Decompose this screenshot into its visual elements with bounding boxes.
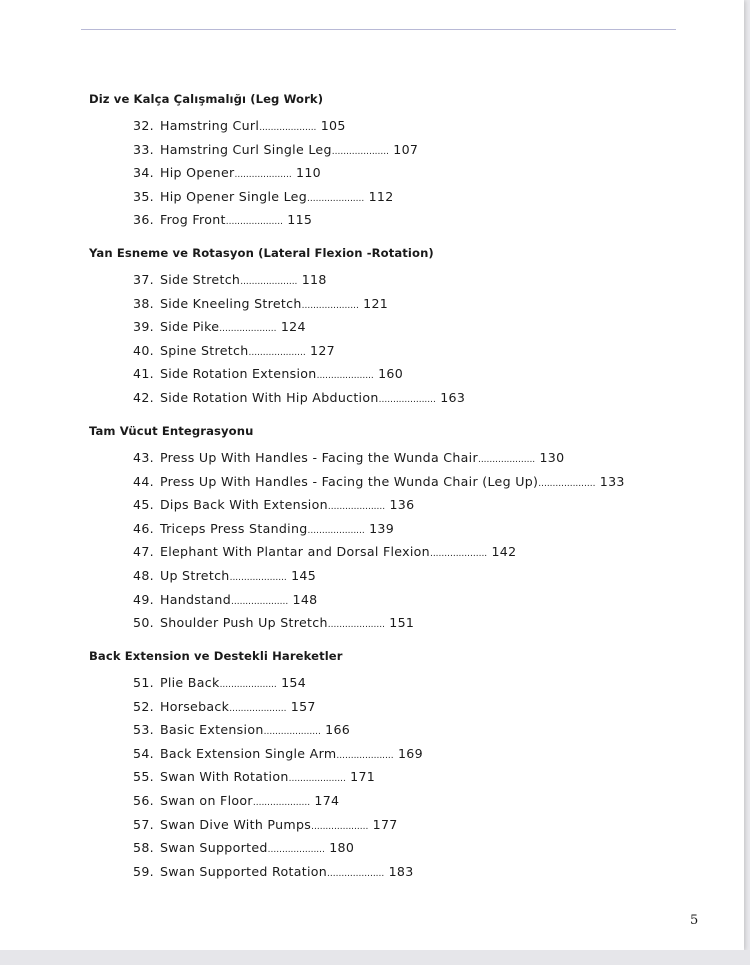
entry-title: Triceps Press Standing — [159, 520, 308, 536]
leader-dots: .................... — [252, 798, 311, 808]
entry-number: 39. — [133, 319, 154, 335]
entry-title: Press Up With Handles - Facing the Wunda Chair (Leg Up) — [159, 473, 539, 489]
entry-page: 110 — [296, 165, 321, 181]
toc-entry — [133, 746, 423, 761]
entry-title: Side Stretch — [159, 272, 241, 287]
entry-page: 154 — [281, 675, 307, 690]
toc-entry — [133, 450, 564, 465]
entry-title: Hip Opener — [159, 165, 235, 181]
toc-entry — [133, 165, 321, 180]
entry-page: 112 — [368, 188, 394, 204]
entry-title: Shoulder Push Up Stretch — [159, 615, 328, 631]
toc-entry — [133, 189, 394, 204]
toc-entry — [133, 343, 335, 358]
entry-page: 145 — [291, 568, 317, 583]
toc-entry — [133, 769, 375, 784]
header-rule — [81, 29, 676, 30]
entry-number: 35. — [133, 188, 154, 204]
entry-title: Hamstring Curl — [159, 118, 260, 133]
entry-page: 148 — [292, 591, 318, 607]
entry-number: 57. — [133, 816, 154, 832]
leader-dots: .................... — [234, 170, 292, 181]
entry-page: 139 — [369, 520, 395, 536]
entry-page: 183 — [388, 863, 414, 879]
entry-page: 115 — [287, 212, 313, 228]
entry-number: 47. — [133, 544, 154, 560]
leader-dots: .................... — [229, 703, 287, 714]
entry-page: 127 — [310, 342, 335, 358]
toc-entry — [133, 592, 317, 607]
toc-entry — [133, 817, 398, 832]
leader-dots: .................... — [477, 455, 536, 465]
entry-page: 130 — [539, 450, 565, 465]
leader-dots: .................... — [311, 821, 369, 832]
leader-dots: .................... — [225, 217, 283, 228]
section-heading: Diz ve Kalça Çalışmalığı (Leg Work) — [89, 92, 324, 106]
leader-dots: .................... — [263, 727, 321, 738]
toc-entry — [133, 544, 516, 559]
entry-title: Side Rotation Extension — [159, 366, 317, 382]
entry-page: 163 — [440, 390, 466, 405]
toc-entry — [133, 497, 414, 512]
section-heading: Back Extension ve Destekli Hareketler — [89, 649, 343, 663]
entry-title: Swan Dive With Pumps — [159, 816, 312, 832]
leader-dots: .................... — [316, 371, 374, 382]
entry-page: 142 — [491, 544, 517, 560]
entry-number: 58. — [133, 840, 154, 856]
entry-page: 118 — [301, 272, 327, 287]
entry-title: Hip Opener Single Leg — [159, 188, 308, 204]
entry-page: 166 — [325, 722, 351, 738]
toc-entry — [133, 568, 316, 583]
leader-dots: .................... — [378, 395, 436, 405]
entry-title: Swan Supported Rotation — [159, 863, 328, 879]
entry-page: 160 — [378, 366, 404, 382]
leader-dots: .................... — [307, 193, 365, 204]
entry-title: Swan With Rotation — [159, 769, 289, 785]
toc-entry — [133, 675, 306, 690]
section-heading: Tam Vücut Entegrasyonu — [89, 424, 254, 438]
entry-number: 45. — [133, 497, 154, 513]
toc-entry — [133, 272, 327, 287]
entry-title: Hamstring Curl Single Leg — [159, 141, 332, 157]
toc-entry — [133, 840, 354, 855]
entry-page: 105 — [320, 118, 346, 133]
leader-dots: .................... — [288, 774, 346, 785]
entry-page: 169 — [397, 745, 423, 761]
toc-entry — [133, 212, 312, 227]
entry-page: 151 — [389, 615, 415, 631]
entry-number: 34. — [133, 165, 154, 181]
entry-number: 33. — [133, 141, 154, 157]
entry-number: 52. — [133, 698, 154, 714]
entry-page: 180 — [329, 840, 355, 856]
entry-page: 107 — [393, 141, 419, 157]
leader-dots: .................... — [331, 146, 389, 157]
leader-dots: .................... — [327, 620, 385, 631]
entry-page: 124 — [280, 319, 306, 335]
entry-number: 56. — [133, 793, 154, 808]
entry-number: 51. — [133, 675, 154, 690]
entry-title: Plie Back — [159, 675, 220, 690]
section-heading: Yan Esneme ve Rotasyon (Lateral Flexion -Rotation) — [89, 246, 434, 260]
entry-title: Side Kneeling Stretch — [159, 295, 302, 311]
entry-number: 46. — [133, 520, 154, 536]
entry-title: Side Pike — [159, 319, 220, 335]
toc-entry — [133, 864, 414, 879]
entry-title: Handstand — [159, 591, 231, 607]
leader-dots: .................... — [248, 347, 306, 358]
entry-page: 171 — [350, 769, 376, 785]
toc-entry — [133, 793, 339, 808]
page-gap — [0, 950, 750, 965]
leader-dots: .................... — [307, 525, 365, 536]
leader-dots: .................... — [219, 324, 277, 335]
entry-number: 41. — [133, 366, 154, 382]
entry-title: Back Extension Single Arm — [159, 745, 337, 761]
toc-entry — [133, 296, 388, 311]
entry-page: 157 — [290, 698, 316, 714]
toc-entry — [133, 142, 418, 157]
entry-number: 40. — [133, 342, 154, 358]
entry-number: 54. — [133, 745, 154, 761]
toc-entry — [133, 390, 465, 405]
entry-title: Horseback — [159, 698, 230, 714]
entry-number: 48. — [133, 568, 154, 583]
toc-entry — [133, 722, 350, 737]
entry-number: 38. — [133, 295, 154, 311]
entry-number: 37. — [133, 272, 154, 287]
entry-page: 174 — [314, 793, 340, 808]
leader-dots: .................... — [327, 502, 386, 513]
leader-dots: .................... — [219, 680, 277, 690]
toc-entry — [133, 615, 414, 630]
toc-entry — [133, 366, 403, 381]
entry-title: Up Stretch — [159, 568, 230, 583]
leader-dots: .................... — [231, 596, 289, 607]
entry-number: 43. — [133, 450, 154, 465]
entry-title: Basic Extension — [159, 722, 264, 738]
entry-title: Swan on Floor — [159, 793, 253, 808]
entry-page: 133 — [599, 473, 625, 489]
toc-entry — [133, 521, 394, 536]
entry-number: 36. — [133, 212, 154, 228]
entry-title: Dips Back With Extension — [159, 497, 328, 513]
entry-number: 49. — [133, 591, 154, 607]
leader-dots: .................... — [267, 845, 325, 856]
leader-dots: .................... — [538, 478, 596, 489]
entry-title: Side Rotation With Hip Abduction — [159, 390, 379, 405]
entry-title: Frog Front — [159, 212, 226, 228]
leader-dots: .................... — [336, 750, 394, 761]
entry-title: Elephant With Plantar and Dorsal Flexion — [159, 544, 430, 560]
entry-number: 59. — [133, 863, 154, 879]
entry-number: 50. — [133, 615, 154, 631]
entry-number: 42. — [133, 390, 154, 405]
entry-page: 121 — [363, 295, 389, 311]
leader-dots: .................... — [259, 123, 317, 133]
entry-title: Press Up With Handles - Facing the Wunda Chair — [159, 450, 478, 465]
leader-dots: .................... — [429, 549, 488, 560]
entry-page: 177 — [372, 816, 398, 832]
entry-title: Spine Stretch — [159, 342, 249, 358]
toc-entry — [133, 699, 316, 714]
entry-page: 136 — [389, 497, 415, 513]
page-number: 5 — [690, 913, 699, 928]
entry-number: 44. — [133, 473, 154, 489]
entry-title: Swan Supported — [159, 840, 268, 856]
leader-dots: .................... — [301, 300, 359, 311]
leader-dots: .................... — [229, 573, 287, 583]
toc-entry — [133, 319, 306, 334]
leader-dots: .................... — [240, 277, 298, 287]
toc-entry — [133, 474, 625, 489]
leader-dots: .................... — [327, 868, 385, 879]
toc-entry — [133, 118, 346, 133]
entry-number: 53. — [133, 722, 154, 738]
entry-number: 32. — [133, 118, 154, 133]
entry-number: 55. — [133, 769, 154, 785]
